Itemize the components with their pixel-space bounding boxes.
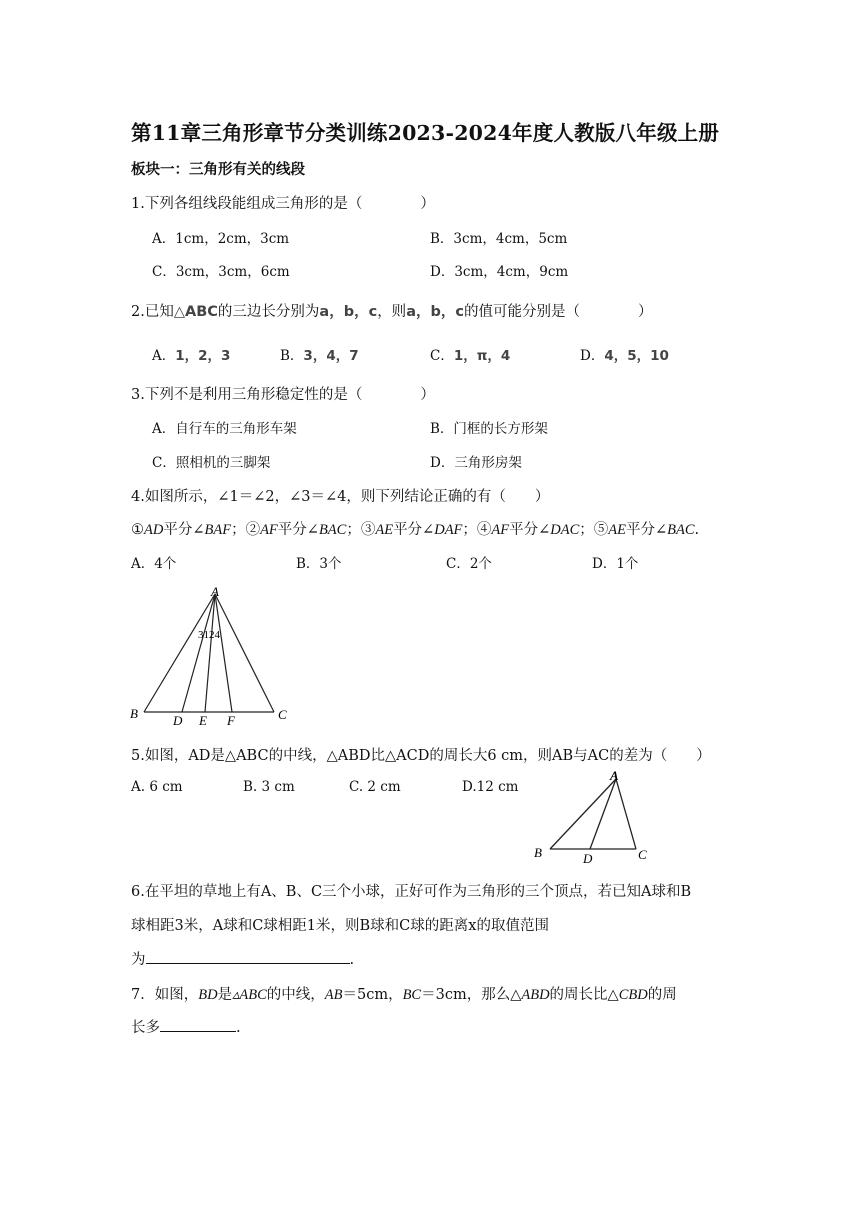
- fig5-line-ac: [616, 779, 636, 849]
- page-title: 第11章三角形章节分类训练2023-2024年度人教版八年级上册: [131, 121, 720, 145]
- question-3-stem: 3.下列不是利用三角形稳定性的是（ ）: [131, 387, 435, 403]
- question-4-figure: [120, 578, 300, 728]
- question-7-line-1: 7．如图，BD是▵ABC的中线，AB＝5cm，BC＝3cm，那么△ABD的周长比△CBD的周: [131, 987, 677, 1003]
- question-3-option-c: C．照相机的三脚架: [152, 455, 271, 471]
- fig4-label-f: F: [227, 713, 235, 728]
- question-4-option-b: B．3个: [296, 556, 342, 572]
- question-5-stem: 5.如图，AD是△ABC的中线，△ABD比△ACD的周长大6 cm，则AB与AC的差为（ ）: [131, 748, 711, 764]
- fig5-line-ab: [550, 779, 616, 849]
- question-1-option-a: A．1cm，2cm，3cm: [152, 231, 290, 247]
- fig4-label-a: A: [211, 584, 219, 599]
- question-5-option-b: B. 3 cm: [243, 779, 295, 795]
- question-4-statements: ①AD平分∠BAF；②AF平分∠BAC；③AE平分∠DAF；④AF平分∠DAC；⑤AE平分∠BAC.: [131, 522, 700, 538]
- question-5-option-c: C. 2 cm: [349, 779, 401, 795]
- question-4-option-d: D．1个: [592, 556, 639, 572]
- question-2-option-c: C．1，π，4: [430, 348, 511, 364]
- fig5-line-ad: [590, 779, 616, 849]
- question-4-option-c: C．2个: [446, 556, 492, 572]
- question-4-stem: 4.如图所示，∠1＝∠2，∠3＝∠4，则下列结论正确的有（ ）: [131, 489, 550, 505]
- question-4-option-a: A．4个: [131, 556, 177, 572]
- question-1-option-b: B．3cm，4cm，5cm: [430, 231, 568, 247]
- question-2-option-d: D．4，5，10: [580, 348, 669, 364]
- question-6-line-3: 为 .: [131, 952, 355, 968]
- side-variables-2: a，b，c: [406, 304, 464, 320]
- fig5-label-d: D: [583, 851, 593, 865]
- question-1-stem: 1.下列各组线段能组成三角形的是（ ）: [131, 196, 435, 212]
- question-2-option-a: A．1，2，3: [152, 348, 231, 364]
- question-3-option-b: B．门框的长方形架: [430, 421, 548, 437]
- question-2-stem: 2.已知△ABC的三边长分别为a，b，c，则a，b，c的值可能分别是（ ）: [131, 304, 653, 320]
- section-heading: 板块一：三角形有关的线段: [131, 161, 305, 178]
- fig4-label-e: E: [199, 713, 207, 728]
- question-5-figure: [530, 765, 660, 865]
- fig4-line-ab: [144, 594, 215, 712]
- fig4-label-c: C: [278, 707, 287, 722]
- fig4-label-d: D: [173, 713, 183, 728]
- fig4-angle-labels: 3124: [198, 629, 220, 641]
- question-2-option-b: B．3，4，7: [280, 348, 359, 364]
- question-5-option-d: D.12 cm: [462, 779, 519, 795]
- question-7-answer-blank: [160, 1030, 236, 1032]
- fig5-label-b: B: [534, 845, 542, 860]
- side-variables: a，b，c: [319, 304, 378, 320]
- question-1-option-c: C．3cm，3cm，6cm: [152, 264, 290, 280]
- fig5-label-c: C: [638, 847, 647, 862]
- fig4-label-b: B: [130, 706, 138, 721]
- question-3-option-d: D．三角形房架: [430, 455, 522, 471]
- question-6-line-1: 6.在平坦的草地上有A、B、C三个小球，正好可作为三角形的三个顶点，若已知A球和B: [131, 884, 692, 900]
- question-6-answer-blank: [146, 962, 350, 964]
- question-6-line-2: 球相距3米，A球和C球相距1米，则B球和C球的距离x的取值范围: [131, 918, 549, 934]
- question-7-line-2: 长多 .: [131, 1020, 241, 1036]
- triangle-abc-symbol: △ABC: [173, 304, 218, 320]
- fig5-label-a: A: [610, 768, 619, 783]
- question-1-option-d: D．3cm，4cm，9cm: [430, 264, 569, 280]
- question-5-option-a: A. 6 cm: [131, 779, 183, 795]
- question-3-option-a: A．自行车的三角形车架: [152, 421, 297, 437]
